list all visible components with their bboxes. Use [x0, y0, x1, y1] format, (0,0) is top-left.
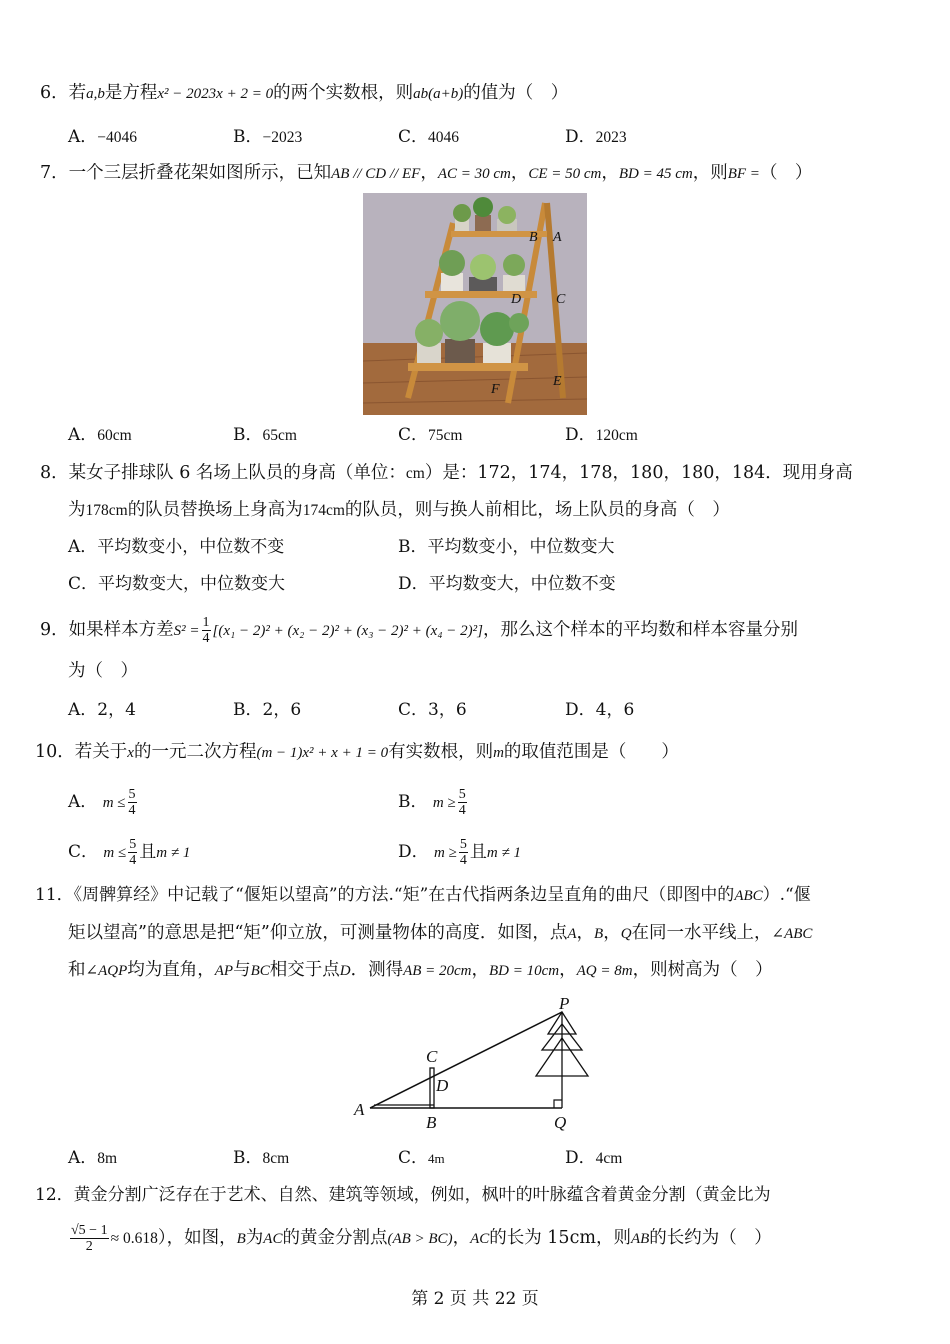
q7-option-b[interactable]: B．65cm: [233, 425, 297, 445]
q7-option-d[interactable]: D．120cm: [565, 425, 638, 445]
q7-option-c[interactable]: C．75cm: [398, 425, 463, 445]
photo-label-b: B: [529, 230, 538, 245]
q11-option-d[interactable]: D．4cm: [565, 1148, 623, 1168]
q6-option-b[interactable]: B．−2023: [233, 127, 303, 147]
q9-option-c[interactable]: C．3，6: [398, 700, 467, 720]
flower-rack-illustration: [363, 193, 587, 415]
photo-label-c: C: [556, 292, 566, 307]
q11-diagram: [350, 994, 610, 1132]
q8-stem-line1: 8．某女子排球队 6 名场上队员的身高（单位：cm）是：172，174，178，180，180，184．现用身高: [40, 463, 853, 483]
q9-option-d[interactable]: D．4，6: [565, 700, 635, 720]
q10-option-b[interactable]: B． m ≥ $\frac{5}{4}$: [398, 787, 466, 818]
q10-option-a[interactable]: A． m ≤ $\frac{5}{4}$: [68, 787, 136, 818]
q9-fraction: $\frac{1}{4}$: [202, 615, 210, 646]
q11-option-a[interactable]: A．8m: [68, 1148, 118, 1168]
q6-option-a[interactable]: A．−4046: [68, 127, 138, 147]
q9-option-b[interactable]: B．2，6: [233, 700, 302, 720]
diagram-label-c: C: [426, 1047, 438, 1066]
q12-stem-line2: $\frac{√5 - 1}{2}$ ≈ 0.618），如图，B为AC的黄金分割点(AB > BC)，AC的长为 15cm，则AB的长约为（ ）: [71, 1223, 772, 1254]
q11-stem-line2: 矩以望高”的意思是把“矩”仰立放，可测量物体的高度．如图，点A，B，Q在同一水平线上，∠ABC: [68, 923, 813, 943]
q6-option-d[interactable]: D．2023: [565, 127, 627, 147]
golden-ratio-fraction: $\frac{√5 - 1}{2}$: [71, 1223, 108, 1254]
diagram-label-b: B: [426, 1113, 437, 1132]
q7-option-a[interactable]: A．60cm: [68, 425, 132, 445]
diagram-label-p: P: [559, 994, 570, 1013]
q8-option-a[interactable]: A．平均数变小，中位数不变: [68, 537, 285, 557]
diagram-label-a: A: [354, 1100, 365, 1119]
q10-stem: 10．若关于x的一元二次方程(m − 1)x² + x + 1 = 0有实数根，则m的取值范围是（ ）: [35, 742, 679, 762]
q9-stem-line1: 9．如果样本方差S² = $\frac{1}{4}$ [(x₁ − 2)² + (x₂ − 2)² + (x₃ − 2)² + (x₄ − 2)²]，那么这个样本的平均数和样本容量分别: [40, 615, 798, 646]
q8-stem-line2: 为178cm的队员替换场上身高为174cm的队员，则与换人前相比，场上队员的身高（ ）: [68, 500, 730, 520]
q9-stem-line2: 为（ ）: [68, 661, 138, 681]
q11-stem-line3: 和∠AQP均为直角，AP与BC相交于点D．测得AB = 20cm，BD = 10cm，AQ = 8m，则树高为（ ）: [68, 960, 773, 980]
q10-option-d[interactable]: D． m ≥ $\frac{5}{4}$ 且m ≠ 1: [398, 837, 521, 868]
q11-option-c[interactable]: C．4m: [398, 1148, 445, 1168]
diagram-label-d: D: [436, 1076, 449, 1095]
q8-option-d[interactable]: D．平均数变大，中位数不变: [398, 574, 616, 594]
photo-label-e: E: [553, 374, 562, 389]
photo-label-f: F: [491, 382, 500, 397]
q7-stem: 7．一个三层折叠花架如图所示，已知AB // CD // EF，AC = 30 cm，CE = 50 cm，BD = 45 cm，则BF =（ ）: [40, 163, 813, 183]
q11-option-b[interactable]: B．8cm: [233, 1148, 290, 1168]
q6-stem: 6．若a,b是方程x² − 2023x + 2 = 0的两个实数根，则ab(a+b)的值为（ ）: [40, 83, 569, 103]
flower-rack-photo: [363, 193, 587, 415]
q11-stem-line1: 11．《周髀算经》中记载了“偃矩以望高”的方法.“矩”在古代指两条边呈直角的曲尺（即图中的ABC）.“偃: [35, 885, 811, 905]
q8-option-b[interactable]: B．平均数变小，中位数变大: [398, 537, 615, 557]
page-footer: 第 2 页 共 22 页: [411, 1289, 539, 1309]
photo-label-d: D: [511, 292, 522, 307]
photo-label-a: A: [553, 230, 562, 245]
q6-option-c[interactable]: C．4046: [398, 127, 460, 147]
q10-option-c[interactable]: C． m ≤ $\frac{5}{4}$ 且m ≠ 1: [68, 837, 191, 868]
q12-stem-line1: 12．黄金分割广泛存在于艺术、自然、建筑等领域，例如，枫叶的叶脉蕴含着黄金分割（黄金比为: [35, 1185, 771, 1205]
q8-option-c[interactable]: C．平均数变大，中位数变大: [68, 574, 286, 594]
diagram-label-q: Q: [554, 1113, 567, 1132]
q9-option-a[interactable]: A．2，4: [68, 700, 136, 720]
sighting-diagram: [350, 994, 610, 1132]
